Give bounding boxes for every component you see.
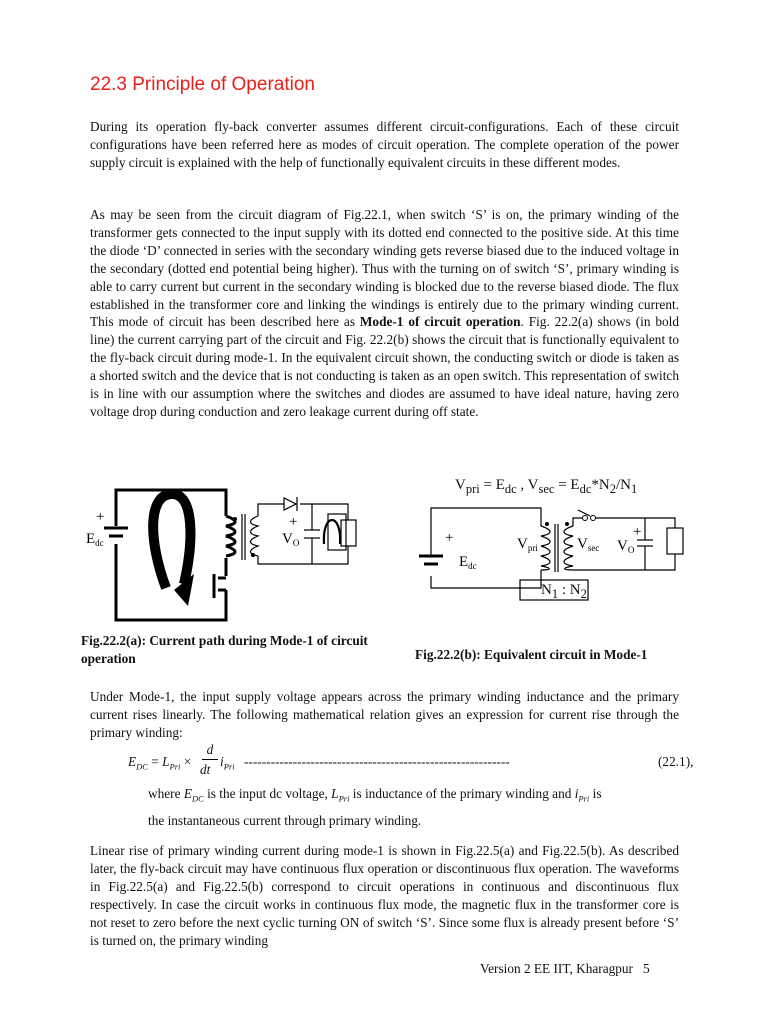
para2-text-a: As may be seen from the circuit diagram of Fig.22.1, when switch ‘S’ is on, the primary winding of the transformer gets connected to the input supply with its dotted end connected to the positive side. At this time the diode ‘D’ connected in series with the secondary winding gets reverse biased due to the induced voltage in the secondary (dotted end potential being higher). Thus with the turning on of switch ‘S’, primary winding is able to carry current but current in the secondary winding is blocked due to the reverse biased diode. The flux established in the transformer core and linking the windings is entirely due to the primary winding current. This mode of circuit has been described here as — [90, 207, 679, 330]
paragraph-mode1-rise: Under Mode-1, the input supply voltage appears across the primary winding inductance and the primary current rises linearly. The following mathematical relation gives an expression for current rise through the primary winding: — [90, 689, 679, 740]
battery-symbol — [104, 528, 128, 536]
equation-description: where $E_{DC}$ is the input dc voltage, $L_{Pri}$ is inductance of the primary winding and $i_{Pri}$ is the instantaneous current through primary winding. — [148, 786, 602, 828]
paragraph-intro: During its operation fly-back converter assumes different circuit-configurations. Each of these circuit configurations have been referred here as modes of circuit operation. The complete operation of the power supply circuit is explained with the help of functionally equivalent circuits in these different modes. — [90, 119, 679, 170]
vo-label: $V_O$ — [282, 531, 300, 548]
vsec-label: $V_{sec}$ — [577, 536, 600, 553]
section-heading: 22.3 Principle of Operation — [90, 74, 315, 95]
footer-text: Version 2 EE IIT, Kharagpur — [480, 961, 633, 976]
equation-number: (22.1), — [658, 754, 694, 769]
figure-b-caption: Fig.22.2(b): Equivalent circuit in Mode-1 — [415, 647, 648, 662]
secondary-dot — [251, 553, 255, 557]
vo-label-b: $V_O$ — [617, 538, 635, 555]
equation-dashes: ------------------------------------------------------------ — [244, 754, 510, 769]
figure-22-2a-circuit — [78, 478, 378, 624]
figure-a-caption: Fig.22.2(a): Current path during Mode-1 of circuit operation — [81, 633, 368, 666]
turns-ratio: $N_1$ : $N_2$ — [541, 582, 587, 601]
capacitor-plus-b: + — [633, 524, 642, 540]
bold-current-path — [116, 490, 226, 620]
page-footer — [480, 961, 650, 977]
battery-symbol-b — [419, 556, 443, 564]
para2-text-b: . Fig. 22.2(a) shows (in bold line) the current carrying part of the circuit and Fig. 22.2(b) shows the circuit that is functionally equivalent to the fly-back circuit during mode-1. In the equivalent circuit shown, the conducting switch or diode is taken as a shorted switch and the device that is not conducting is taken as an open switch. This representation of switch is in line with our assumption where the switches and diodes are assumed to have ideal nature, having zero voltage drop during conduction and zero leakage current during off state. — [90, 314, 679, 419]
fig-b-formula: $V_{pri} = E_{dc}$ , $V_{sec} = E_{dc}*N_2/N_1$ — [455, 477, 638, 496]
primary-dot — [233, 517, 237, 521]
equation-22-1: $E_{DC} = L_{Pri}$ × d dt $i_{Pri}$ ------------------------------------------------------------ (22.1), — [128, 742, 694, 777]
capacitor-plus: + — [289, 514, 298, 530]
mode1-bold-term: Mode-1 of circuit operation — [359, 314, 521, 330]
edc-label-b: $E_{dc}$ — [459, 554, 477, 571]
secondary-loop-arrow — [324, 520, 340, 544]
battery-plus: + — [96, 509, 105, 525]
page-number: 5 — [642, 961, 650, 976]
edc-label: $E_{dc}$ — [86, 531, 104, 548]
paragraph-mode1 — [90, 206, 679, 421]
vpri-label: $V_{pri}$ — [517, 536, 538, 553]
paragraph-linear-rise: Linear rise of primary winding current during mode-1 is shown in Fig.22.5(a) and Fig.22.5(b). As described later, the fly-back circuit may have continuous flux operation or discontinuous flux operation. The waveforms in Fig.22.5(a) and Fig.22.5(b) correspond to circuit operations in continuous and discontinuous flux respectively. In case the circuit works in continuous flux mode, the magnetic flux in the transformer core is not reset to zero before the next cyclic turning ON of switch ‘S’. Since some flux is already present before ‘S’ is turned on, the primary winding — [90, 843, 679, 948]
current-loop-arrow — [153, 494, 190, 588]
primary-winding — [226, 516, 235, 556]
battery-plus-b: + — [445, 530, 454, 546]
